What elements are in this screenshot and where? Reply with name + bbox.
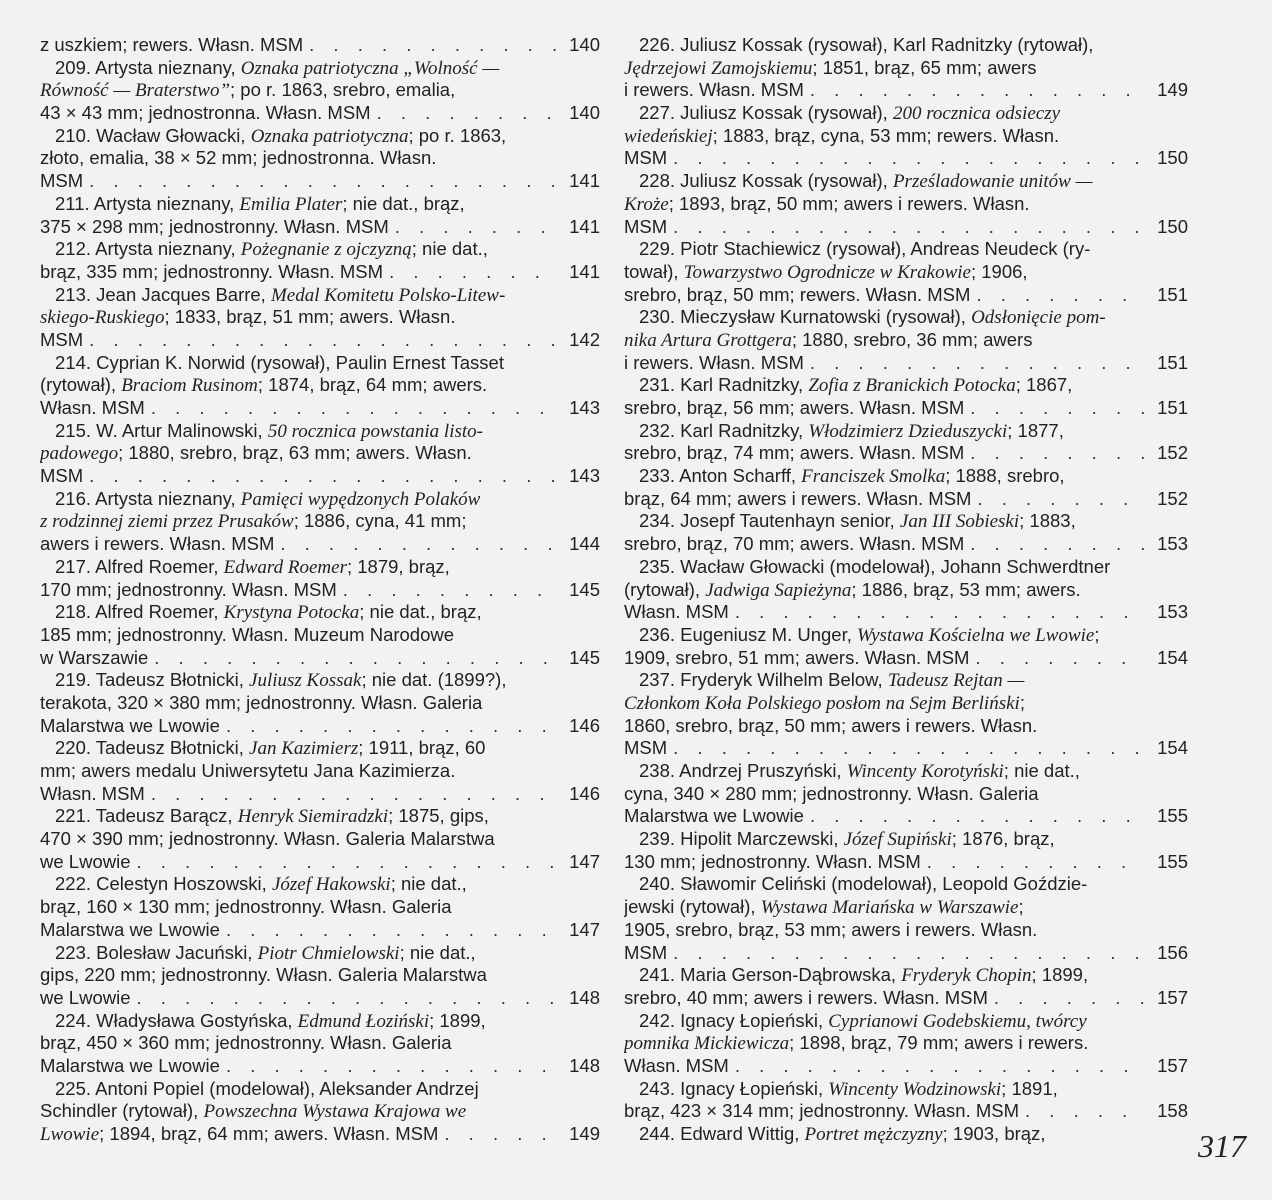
entry-text: srebro, brąz, 50 mm; rewers. Własn. MSM xyxy=(624,283,971,305)
catalogue-line xyxy=(624,805,1188,828)
entry-text: Malarstwa we Lwowie xyxy=(624,805,804,827)
entry-text: cyna, 340 × 280 mm; jednostronny. Własn. Galeria xyxy=(624,782,1039,804)
entry-text: skiego-Ruskiego; 1833, brąz, 51 mm; awers. Własn. xyxy=(40,306,456,329)
entry-page-number: 155 xyxy=(1157,850,1188,872)
catalogue-line xyxy=(40,647,600,670)
entry-text: brąz, 160 × 130 mm; jednostronny. Własn. Galeria xyxy=(40,896,452,918)
entry-page-number: 147 xyxy=(569,918,600,940)
dot-leader xyxy=(438,1123,556,1146)
entry-text: i rewers. Własn. MSM xyxy=(624,79,804,101)
entry-page-number: 150 xyxy=(1157,147,1188,169)
catalogue-line xyxy=(624,216,1188,239)
catalogue-line xyxy=(40,533,600,556)
catalogue-line xyxy=(40,715,600,738)
entry-text: 215. W. Artur Malinowski, 50 rocznica powstania listo- xyxy=(55,419,483,442)
entry-text: 238. Andrzej Pruszyński, Wincenty Korotyński; nie dat., xyxy=(639,760,1080,782)
dot-leader xyxy=(667,942,1144,965)
dot-leader xyxy=(971,488,1144,511)
entry-text: Lwowie; 1894, brąz, 64 mm; awers. Własn. MSM xyxy=(40,1123,439,1145)
entry-text: srebro, brąz, 74 mm; awers. Własn. MSM xyxy=(624,442,965,464)
catalogue-line xyxy=(40,1123,600,1146)
catalogue-line xyxy=(624,79,1188,102)
catalogue-line xyxy=(624,397,1188,420)
dot-leader xyxy=(988,987,1144,1010)
catalogue-line xyxy=(40,579,600,602)
entry-text: 375 × 298 mm; jednostronny. Własn. MSM xyxy=(40,215,389,237)
catalogue-line xyxy=(624,1100,1188,1123)
entry-text: 1860, srebro, brąz, 50 mm; awers i rewers. Własn. xyxy=(624,714,1038,736)
dot-leader xyxy=(371,102,556,125)
catalogue-line xyxy=(624,851,1188,874)
entry-text: Własn. MSM xyxy=(624,1054,729,1076)
catalogue-line xyxy=(624,284,1188,307)
entry-page-number: 141 xyxy=(569,170,600,192)
catalogue-line xyxy=(624,601,1188,624)
entry-text: 218. Alfred Roemer, Krystyna Potocka; nie dat., brąz, xyxy=(55,601,482,624)
dot-leader xyxy=(804,352,1144,375)
entry-text: wiedeńskiej; 1883, brąz, cyna, 53 mm; rewers. Własn. xyxy=(624,124,1060,147)
entry-page-number: 155 xyxy=(1157,805,1188,827)
entry-page-number: 151 xyxy=(1157,283,1188,305)
entry-page-number: 153 xyxy=(1157,533,1188,555)
catalogue-line xyxy=(624,647,1188,670)
catalogue-line xyxy=(40,216,600,239)
dot-leader xyxy=(148,647,556,670)
entry-text: srebro, brąz, 70 mm; awers. Własn. MSM xyxy=(624,533,965,555)
dot-leader xyxy=(729,1055,1144,1078)
entry-text: 213. Jean Jacques Barre, Medal Komitetu Polsko-Litew- xyxy=(55,283,506,306)
entry-text: 225. Antoni Popiel (modelował), Aleksander Andrzej xyxy=(55,1077,479,1099)
catalogue-line xyxy=(40,261,600,284)
entry-text: Własn. MSM xyxy=(40,397,145,418)
entry-page-number: 149 xyxy=(569,1123,600,1144)
entry-text: 220. Tadeusz Błotnicki, Jan Kazimierz; 1911, brąz, 60 xyxy=(55,737,486,760)
right-column xyxy=(624,34,1188,1146)
entry-text: Własn. MSM xyxy=(624,601,729,623)
dot-leader xyxy=(964,397,1144,420)
entry-text: pomnika Mickiewicza; 1898, brąz, 79 mm; awers i rewers. xyxy=(624,1032,1089,1055)
entry-text: 241. Maria Gerson-Dąbrowska, Fryderyk Chopin; 1899, xyxy=(639,964,1089,987)
entry-text: jewski (rytował), Wystawa Mariańska w Warszawie; xyxy=(624,896,1024,919)
catalogue-line xyxy=(624,147,1188,170)
entry-page-number: 152 xyxy=(1157,487,1188,509)
entry-page-number: 151 xyxy=(1157,397,1188,418)
entry-text: 235. Wacław Głowacki (modelował), Johann Schwerdtner xyxy=(639,555,1111,577)
entry-text: 226. Juliusz Kossak (rysował), Karl Radnitzky (rytował), xyxy=(639,34,1094,55)
entry-text: Członkom Koła Polskiego posłom na Sejm Berliński; xyxy=(624,691,1025,714)
entry-text: 233. Anton Scharff, Franciszek Smolka; 1888, srebro, xyxy=(639,465,1065,488)
dot-leader xyxy=(389,216,556,239)
catalogue-line xyxy=(40,783,600,806)
entry-text: 227. Juliusz Kossak (rysował), 200 rocznica odsieczy xyxy=(639,102,1061,125)
catalogue-line xyxy=(40,34,600,57)
entry-text: 243. Ignacy Łopieński, Wincenty Wodzinowski; 1891, xyxy=(639,1077,1058,1100)
entry-text: brąz, 423 × 314 mm; jednostronny. Własn. MSM xyxy=(624,1100,1020,1122)
entry-text: (rytował), Jadwiga Sapieżyna; 1886, brąz, 53 mm; awers. xyxy=(624,578,1081,601)
entry-text: 1909, srebro, 51 mm; awers. Własn. MSM xyxy=(624,646,970,668)
entry-page-number: 145 xyxy=(569,646,600,668)
entry-page-number: 143 xyxy=(569,465,600,487)
dot-leader xyxy=(145,783,556,806)
catalogue-line xyxy=(624,942,1188,965)
entry-page-number: 145 xyxy=(569,578,600,600)
entry-text: 244. Edward Wittig, Portret mężczyzny; 1903, brąz, xyxy=(639,1123,1046,1145)
entry-page-number: 149 xyxy=(1157,79,1188,101)
entry-page-number: 141 xyxy=(569,215,600,237)
catalogue-line xyxy=(624,737,1188,760)
entry-page-number: 148 xyxy=(569,1054,600,1076)
entry-page-number: 151 xyxy=(1157,351,1188,373)
entry-text: MSM xyxy=(624,737,668,759)
entry-page-number: 157 xyxy=(1157,986,1188,1008)
dot-leader xyxy=(337,579,556,602)
dot-leader xyxy=(303,34,556,57)
dot-leader xyxy=(220,919,556,942)
entry-text: 239. Hipolit Marczewski, Józef Supiński; 1876, brąz, xyxy=(639,828,1055,851)
dot-leader xyxy=(83,170,556,193)
entry-text: i rewers. Własn. MSM xyxy=(624,351,804,373)
entry-text: złoto, emalia, 38 × 52 mm; jednostronna. Własn. xyxy=(40,147,437,169)
entry-text: 470 × 390 mm; jednostronny. Własn. Galeria Malarstwa xyxy=(40,828,495,850)
catalogue-line xyxy=(624,987,1188,1010)
entry-page-number: 150 xyxy=(1157,215,1188,237)
entry-page-number: 156 xyxy=(1157,941,1188,963)
entry-text: padowego; 1880, srebro, brąz, 63 mm; awers. Własn. xyxy=(40,442,472,465)
entry-text: srebro, brąz, 56 mm; awers. Własn. MSM xyxy=(624,397,965,418)
catalogue-line xyxy=(40,102,600,125)
dot-leader xyxy=(83,465,556,488)
entry-text: 210. Wacław Głowacki, Oznaka patriotyczna; po r. 1863, xyxy=(55,124,507,147)
entry-text: Malarstwa we Lwowie xyxy=(40,918,220,940)
dot-leader xyxy=(220,1055,556,1078)
entry-page-number: 154 xyxy=(1157,737,1188,759)
dot-leader xyxy=(970,284,1144,307)
entry-text: we Lwowie xyxy=(40,986,131,1008)
entry-text: 216. Artysta nieznany, Pamięci wypędzonych Polaków xyxy=(55,487,481,510)
entry-text: 43 × 43 mm; jednostronna. Własn. MSM xyxy=(40,102,371,124)
catalogue-line xyxy=(40,987,600,1010)
entry-text: 1905, srebro, brąz, 53 mm; awers i rewers. Własn. xyxy=(624,918,1038,940)
entry-text: terakota, 320 × 380 mm; jednostronny. Własn. Galeria xyxy=(40,691,483,713)
dot-leader xyxy=(804,805,1144,828)
entry-text: 234. Josepf Tautenhayn senior, Jan III Sobieski; 1883, xyxy=(639,510,1076,533)
entry-page-number: 157 xyxy=(1157,1054,1188,1076)
entry-page-number: 141 xyxy=(569,260,600,282)
entry-text: Jędrzejowi Zamojskiemu; 1851, brąz, 65 mm; awers xyxy=(624,56,1037,79)
entry-text: z rodzinnej ziemi przez Prusaków; 1886, cyna, 41 mm; xyxy=(40,510,467,533)
entry-text: 242. Ignacy Łopieński, Cyprianowi Godebskiemu, twórcy xyxy=(639,1009,1087,1032)
entry-text: 240. Sławomir Celiński (modelował), Leopold Goździe- xyxy=(639,873,1088,895)
dot-leader xyxy=(667,737,1144,760)
entry-text: 224. Władysława Gostyńska, Edmund Łoziński; 1899, xyxy=(55,1009,486,1032)
catalogue-line xyxy=(624,352,1188,375)
entry-text: awers i rewers. Własn. MSM xyxy=(40,533,275,555)
catalogue-line xyxy=(624,1055,1188,1078)
entry-text: 231. Karl Radnitzky, Zofia z Branickich Potocka; 1867, xyxy=(639,374,1073,397)
entry-text: mm; awers medalu Uniwersytetu Jana Kazimierza. xyxy=(40,760,456,781)
catalogue-line xyxy=(40,465,600,488)
entry-text: MSM xyxy=(624,215,668,237)
entry-text: 236. Eugeniusz M. Unger, Wystawa Kościelna we Lwowie; xyxy=(639,623,1100,646)
entry-page-number: 158 xyxy=(1157,1100,1188,1122)
entry-text: 170 mm; jednostronny. Własn. MSM xyxy=(40,578,337,600)
entry-text: 212. Artysta nieznany, Pożegnanie z ojczyzną; nie dat., xyxy=(55,238,488,261)
entry-page-number: 146 xyxy=(569,714,600,736)
catalogue-line xyxy=(40,851,600,874)
entry-text: 223. Bolesław Jacuński, Piotr Chmielowski; nie dat., xyxy=(55,941,476,964)
page-number: 317 xyxy=(1198,1128,1246,1164)
dot-leader xyxy=(383,261,556,284)
entry-text: 209. Artysta nieznany, Oznaka patriotyczna „Wolność — xyxy=(55,56,500,79)
entry-text: 214. Cyprian K. Norwid (rysował), Paulin Ernest Tasset xyxy=(55,351,504,373)
entry-text: MSM xyxy=(40,328,84,350)
entry-page-number: 153 xyxy=(1157,601,1188,623)
entry-text: gips, 220 mm; jednostronny. Własn. Galeria Malarstwa xyxy=(40,964,487,986)
dot-leader xyxy=(804,79,1144,102)
dot-leader xyxy=(729,601,1144,624)
entry-text: z uszkiem; rewers. Własn. MSM xyxy=(40,34,304,55)
entry-text: 230. Mieczysław Kurnatowski (rysował), Odsłonięcie pom- xyxy=(639,306,1106,329)
catalogue-line xyxy=(40,329,600,352)
entry-text: 130 mm; jednostronny. Własn. MSM xyxy=(624,850,921,872)
entry-text: w Warszawie xyxy=(40,646,149,668)
entry-text: MSM xyxy=(624,147,668,169)
entry-text: srebro, 40 mm; awers i rewers. Własn. MSM xyxy=(624,986,988,1008)
entry-text: Schindler (rytował), Powszechna Wystawa Krajowa we xyxy=(40,1100,467,1123)
entry-text: Malarstwa we Lwowie xyxy=(40,714,220,736)
dot-leader xyxy=(131,987,557,1010)
catalogue-line xyxy=(624,442,1188,465)
entry-text: 211. Artysta nieznany, Emilia Plater; nie dat., brąz, xyxy=(55,192,465,215)
dot-leader xyxy=(274,533,556,556)
entry-text: (rytował), Braciom Rusinom; 1874, brąz, 64 mm; awers. xyxy=(40,374,488,397)
catalogue-line xyxy=(40,170,600,193)
entry-text: nika Artura Grottgera; 1880, srebro, 36 mm; awers xyxy=(624,328,1033,351)
catalogue-line xyxy=(40,1055,600,1078)
entry-text: 229. Piotr Stachiewicz (rysował), Andreas Neudeck (ry- xyxy=(639,238,1091,260)
entry-page-number: 146 xyxy=(569,782,600,804)
entry-page-number: 144 xyxy=(569,533,600,555)
entry-text: MSM xyxy=(40,170,84,192)
dot-leader xyxy=(220,715,556,738)
entry-text: brąz, 64 mm; awers i rewers. Własn. MSM xyxy=(624,487,972,509)
entry-text: 228. Juliusz Kossak (rysował), Prześladowanie unitów — xyxy=(639,170,1093,193)
entry-text: MSM xyxy=(624,941,668,963)
entry-text: 221. Tadeusz Barącz, Henryk Siemiradzki; 1875, gips, xyxy=(55,805,489,828)
entry-text: Malarstwa we Lwowie xyxy=(40,1054,220,1076)
entry-text: brąz, 335 mm; jednostronny. Własn. MSM xyxy=(40,260,384,282)
entry-page-number: 148 xyxy=(569,986,600,1008)
entry-text: tował), Towarzystwo Ogrodnicze w Krakowie; 1906, xyxy=(624,260,1028,283)
entry-text: 219. Tadeusz Błotnicki, Juliusz Kossak; nie dat. (1899?), xyxy=(55,669,507,692)
dot-leader xyxy=(145,397,556,420)
entry-page-number: 147 xyxy=(569,850,600,872)
catalogue-line xyxy=(40,397,600,420)
entry-text: 217. Alfred Roemer, Edward Roemer; 1879, brąz, xyxy=(55,555,450,578)
dot-leader xyxy=(921,851,1144,874)
entry-text: 222. Celestyn Hoszowski, Józef Hakowski; nie dat., xyxy=(55,873,467,896)
dot-leader xyxy=(83,329,556,352)
entry-text: MSM xyxy=(40,465,84,487)
entry-text: Równość — Braterstwo”; po r. 1863, srebro, emalia, xyxy=(40,79,456,102)
dot-leader xyxy=(964,533,1144,556)
entry-page-number: 143 xyxy=(569,397,600,418)
entry-page-number: 140 xyxy=(569,34,600,55)
entry-page-number: 154 xyxy=(1157,646,1188,668)
entry-text: Kroże; 1893, brąz, 50 mm; awers i rewers. Własn. xyxy=(624,192,1030,215)
dot-leader xyxy=(667,147,1144,170)
left-column xyxy=(40,34,600,1146)
entry-text: we Lwowie xyxy=(40,850,131,872)
entry-page-number: 142 xyxy=(569,328,600,350)
catalogue-line xyxy=(624,488,1188,511)
entry-text: 185 mm; jednostronny. Własn. Muzeum Narodowe xyxy=(40,623,455,645)
dot-leader xyxy=(1019,1100,1144,1123)
dot-leader xyxy=(969,647,1144,670)
entry-page-number: 152 xyxy=(1157,442,1188,464)
entry-text: brąz, 450 × 360 mm; jednostronny. Własn. Galeria xyxy=(40,1032,452,1054)
entry-page-number: 140 xyxy=(569,102,600,124)
dot-leader xyxy=(964,442,1144,465)
entry-text: Własn. MSM xyxy=(40,782,145,804)
dot-leader xyxy=(667,216,1144,239)
dot-leader xyxy=(131,851,557,874)
entry-text: 237. Fryderyk Wilhelm Below, Tadeusz Rejtan — xyxy=(639,669,1025,692)
entry-text: 232. Karl Radnitzky, Włodzimierz Dzieduszycki; 1877, xyxy=(639,419,1064,442)
catalogue-line xyxy=(40,919,600,942)
catalogue-line xyxy=(624,533,1188,556)
